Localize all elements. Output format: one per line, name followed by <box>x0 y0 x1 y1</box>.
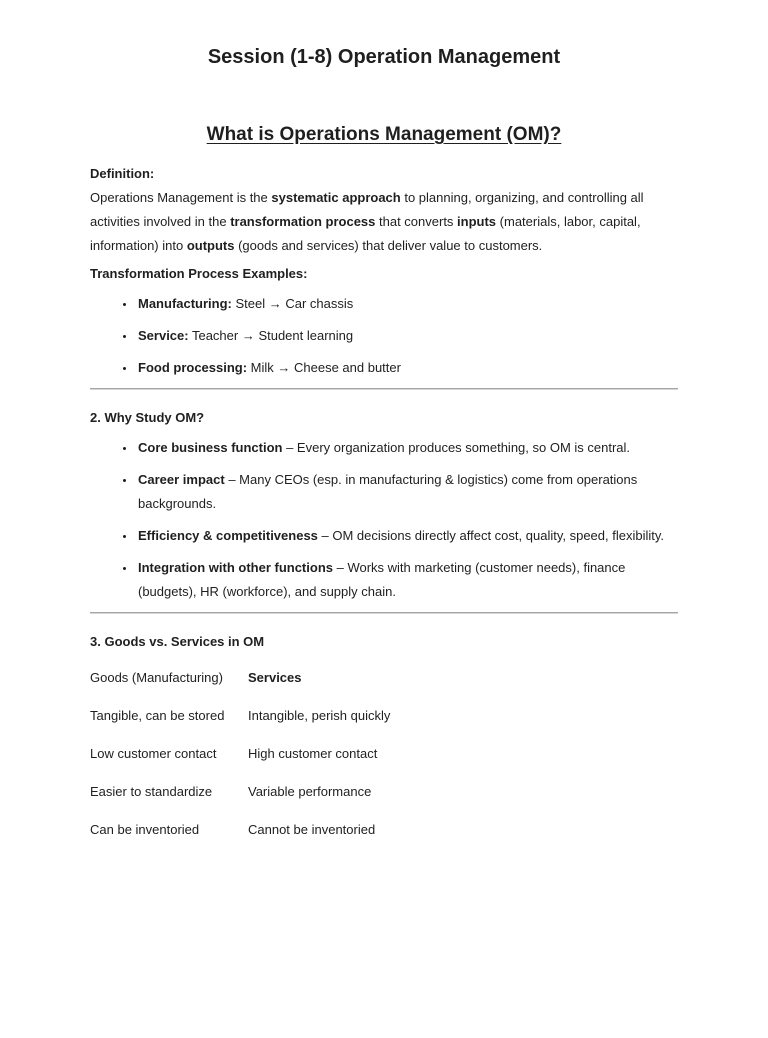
goods-services-heading: 3. Goods vs. Services in OM <box>90 634 265 649</box>
list-item: • Service: Teacher → Student learning <box>136 324 678 348</box>
table-cell: Can be inventoried <box>90 822 200 837</box>
list-item: • Efficiency & competitiveness – OM decisions directly affect cost, quality, speed, flexibility. <box>136 524 678 548</box>
table-cell: Intangible, perish quickly <box>248 708 391 723</box>
list-item: • Core business function – Every organization produces something, so OM is central. <box>136 436 678 460</box>
goods-services-table <box>90 666 678 842</box>
document-page <box>0 44 768 1038</box>
table-header-row <box>90 666 678 690</box>
list-item: • Manufacturing: Steel → Car chassis <box>136 292 678 316</box>
transformation-list <box>90 292 678 380</box>
horizontal-divider <box>90 388 678 390</box>
table-cell: Variable performance <box>248 784 372 799</box>
table-row <box>90 742 678 766</box>
why-study-list <box>90 436 678 604</box>
definition-paragraph: Operations Management is the systematic approach to planning, organizing, and controlling all activities involved in the transformation process that converts inputs (materials, labor, capital, information) into outputs (goods and services) that deliver value to customers. <box>90 190 644 253</box>
page-title: Session (1-8) Operation Management <box>207 46 561 68</box>
table-row <box>90 818 678 842</box>
table-cell: Low customer contact <box>90 746 217 761</box>
table-cell: Tangible, can be stored <box>90 708 225 723</box>
table-header-services: Services <box>248 670 302 685</box>
list-item: • Integration with other functions – Works with marketing (customer needs), finance (budgets), HR (workforce), and supply chain. <box>136 556 678 604</box>
list-item: • Food processing: Milk → Cheese and butter <box>136 356 678 380</box>
table-cell: High customer contact <box>248 746 378 761</box>
horizontal-divider <box>90 612 678 614</box>
table-row <box>90 780 678 804</box>
why-study-heading: 2. Why Study OM? <box>90 410 205 425</box>
transformation-heading: Transformation Process Examples: <box>90 266 308 281</box>
definition-heading: Definition: <box>90 166 155 181</box>
table-row <box>90 704 678 728</box>
table-header-goods: Goods (Manufacturing) <box>90 670 223 685</box>
page-subtitle: What is Operations Management (OM)? <box>206 124 562 145</box>
list-item: • Career impact – Many CEOs (esp. in manufacturing & logistics) come from operations backgrounds. <box>136 468 678 516</box>
table-cell: Cannot be inventoried <box>248 822 376 837</box>
table-cell: Easier to standardize <box>90 784 213 799</box>
